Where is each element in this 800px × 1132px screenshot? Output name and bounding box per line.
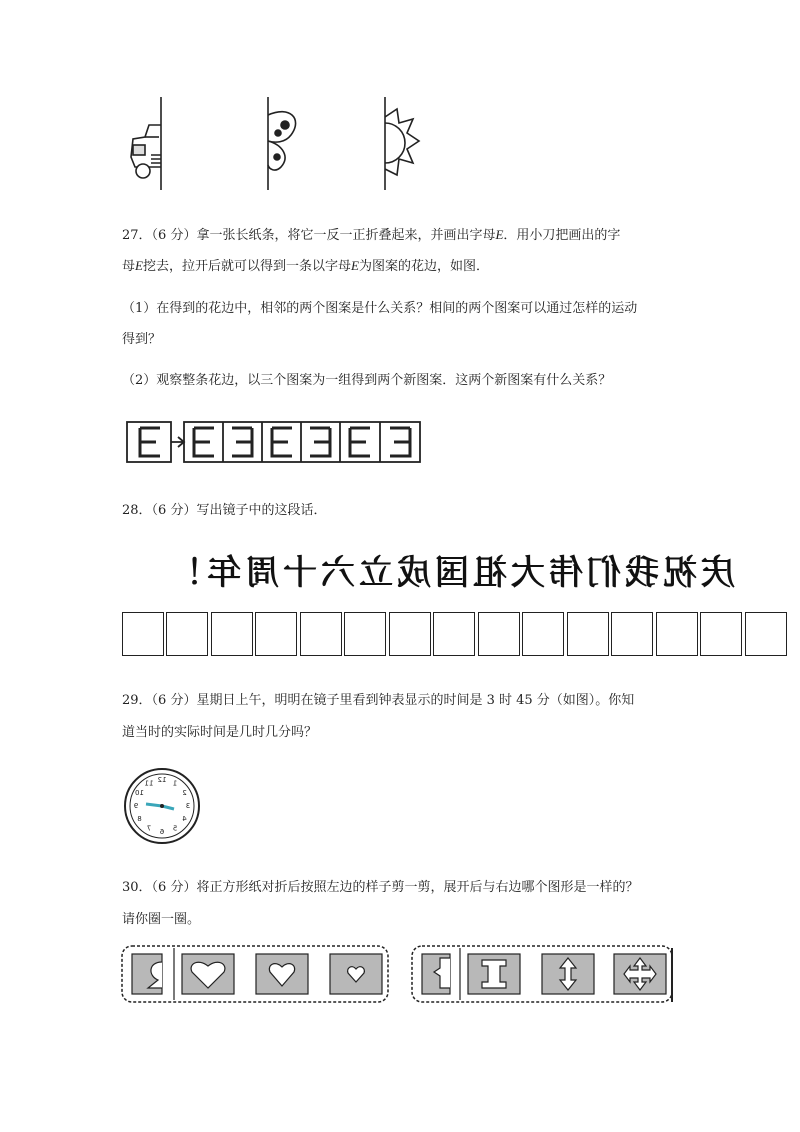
q29-stem-line1: 29．（6 分）星期日上午，明明在镜子里看到钟表显示的时间是 3 时 45 分（如图）。你知 bbox=[122, 693, 635, 708]
clock-number: 8 bbox=[137, 815, 142, 823]
answer-box[interactable] bbox=[567, 612, 609, 656]
q27-line2-part1: 母 bbox=[122, 259, 136, 274]
clock-number: 11 bbox=[144, 779, 154, 788]
half-sun-figure bbox=[385, 97, 419, 190]
q27-stem-part2: ．用小刀把画出的字 bbox=[503, 228, 621, 243]
q27-stem-line2 bbox=[122, 253, 489, 280]
answer-box[interactable] bbox=[389, 612, 431, 656]
answer-box[interactable] bbox=[656, 612, 698, 656]
answer-box[interactable] bbox=[700, 612, 742, 656]
q27-stem-line1 bbox=[122, 222, 620, 249]
answer-box[interactable] bbox=[478, 612, 520, 656]
q30-stem-line2: 请你圈一圈。 bbox=[122, 912, 201, 927]
q27-line2-part3: 为图案的花边，如图． bbox=[358, 259, 489, 274]
clock-number: 10 bbox=[135, 789, 144, 797]
answer-box[interactable] bbox=[122, 612, 164, 656]
answer-box[interactable] bbox=[522, 612, 564, 656]
q30-right-group bbox=[412, 946, 672, 1002]
clock-number: 5 bbox=[172, 824, 178, 833]
half-butterfly-figure bbox=[268, 97, 296, 190]
answer-box[interactable] bbox=[166, 612, 208, 656]
q27-sub1-line1: （1）在得到的花边中，相邻的两个图案是什么关系？相间的两个图案可以通过怎样的运动 bbox=[122, 301, 638, 316]
q30-fold-cut-figures bbox=[118, 942, 678, 1008]
answer-box[interactable] bbox=[611, 612, 653, 656]
q29-stem-line2: 道当时的实际时间是几时几分吗？ bbox=[122, 725, 318, 740]
clock-number: 4 bbox=[182, 815, 187, 823]
mirrored-clock-figure bbox=[122, 766, 202, 846]
q27-sub2: （2）观察整条花边，以三个图案为一组得到两个新图案．这两个新图案有什么关系？ bbox=[122, 373, 612, 388]
q28-stem: 28．（6 分）写出镜子中的这段话． bbox=[122, 503, 327, 518]
answer-box[interactable] bbox=[255, 612, 297, 656]
answer-box[interactable] bbox=[745, 612, 787, 656]
clock-minute-hand bbox=[146, 804, 162, 806]
q30-stem-line1: 30．（6 分）将正方形纸对折后按照左边的样子剪一剪，展开后与右边哪个图形是一样的？ bbox=[122, 880, 639, 895]
q28-mirrored-text: 庆祝我们伟大祖国成立六十周年！ bbox=[165, 553, 735, 593]
clock-number: 2 bbox=[182, 789, 187, 797]
answer-box[interactable] bbox=[344, 612, 386, 656]
answer-box[interactable] bbox=[433, 612, 475, 656]
half-car-figure bbox=[131, 97, 161, 190]
clock-number: 6 bbox=[159, 828, 165, 836]
clock-number: 7 bbox=[146, 824, 152, 833]
clock-number: 1 bbox=[172, 779, 178, 788]
q27-stem-part1: 27．（6 分）拿一张长纸条，将它一反一正折叠起来，并画出字母 bbox=[122, 228, 496, 243]
answer-box[interactable] bbox=[211, 612, 253, 656]
clock-number: 3 bbox=[185, 802, 191, 810]
half-figures bbox=[115, 95, 435, 195]
answer-box[interactable] bbox=[300, 612, 342, 656]
e-lace-strip-figure bbox=[124, 418, 424, 468]
q30-left-group bbox=[122, 946, 388, 1002]
q27-letter-e: E bbox=[495, 227, 504, 242]
clock-number: 9 bbox=[133, 802, 139, 810]
q27-line2-part2: 挖去，拉开后就可以得到一条以字母 bbox=[142, 259, 351, 274]
clock-number: 12 bbox=[157, 776, 167, 784]
q27-sub1-line2: 得到？ bbox=[122, 332, 162, 347]
q27-letter-e-2: E bbox=[135, 258, 143, 273]
q27-letter-e-3: E bbox=[350, 258, 359, 273]
